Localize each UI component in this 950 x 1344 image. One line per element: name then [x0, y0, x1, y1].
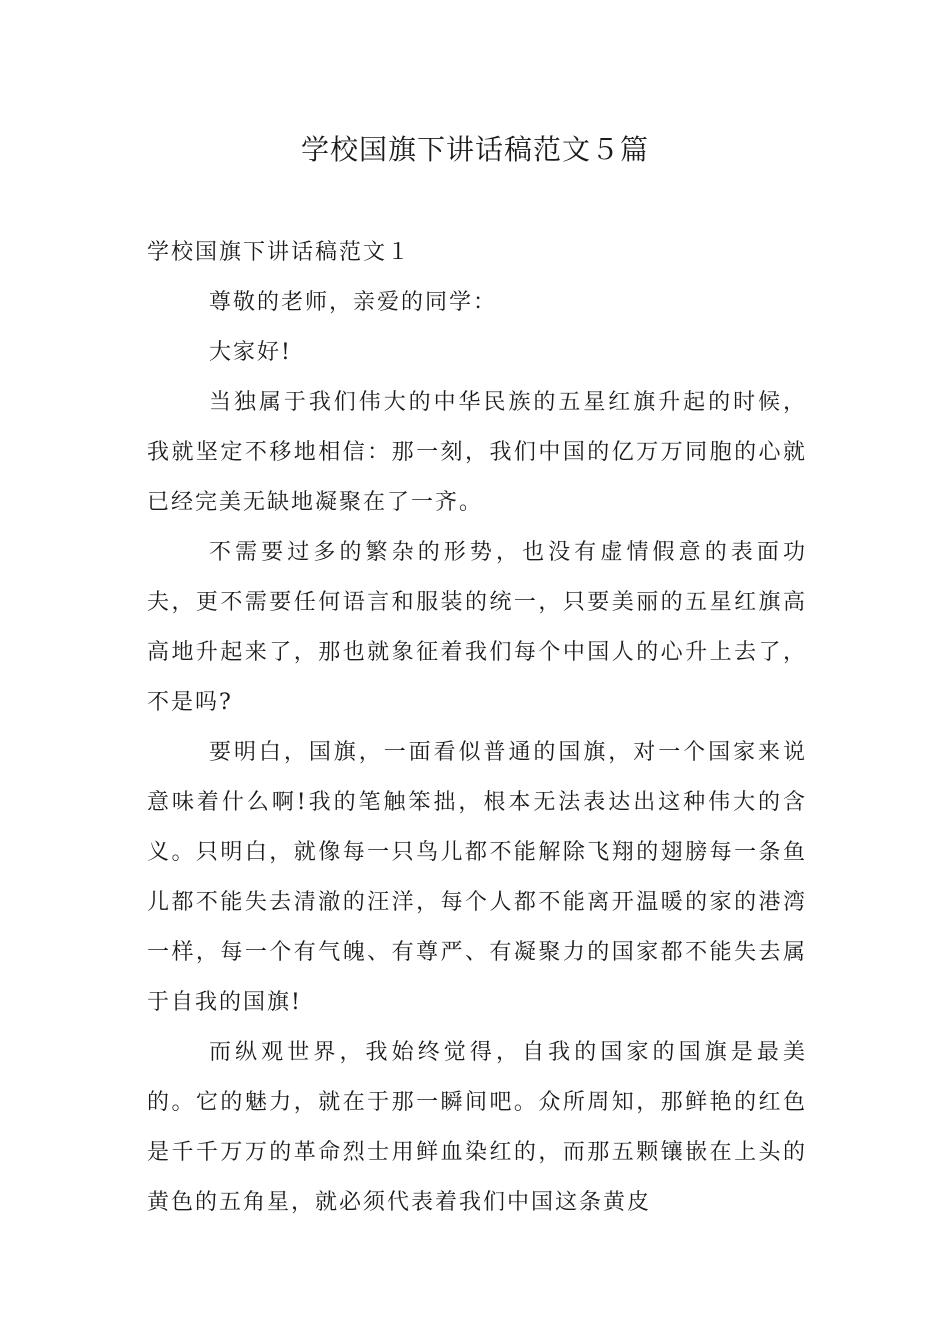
paragraph-body: 当独属于我们伟大的中华民族的五星红旗升起的时候，我就坚定不移地相信：那一刻，我们中国的亿万万同胞的心就已经完美无缺地凝聚在了一齐。	[147, 390, 807, 515]
document-title: 学校国旗下讲话稿范文５篇	[300, 133, 649, 166]
paragraph-body: 不需要过多的繁杂的形势，也没有虚情假意的表面功夫，更不需要任何语言和服装的统一，只要美丽的五星红旗高高地升起来了，那也就象征着我们每个中国人的心升上去了，不是吗?	[147, 540, 807, 715]
paragraph-body: 而纵观世界，我始终觉得，自我的国家的国旗是最美的。它的魅力，就在于那一瞬间吧。众所周知，那鲜艳的红色是千千万万的革命烈士用鲜血染红的，而那五颗镶嵌在上头的黄色的五角星，就必须代表着我们中国这条黄皮	[147, 1040, 807, 1215]
document-body	[147, 228, 807, 1228]
section-heading: 学校国旗下讲话稿范文１	[147, 240, 412, 265]
paragraph-salutation: 尊敬的老师，亲爱的同学：	[209, 290, 498, 315]
paragraph-greeting: 大家好!	[209, 340, 292, 365]
paragraph-body: 要明白，国旗，一面看似普通的国旗，对一个国家来说意味着什么啊!我的笔触笨拙，根本无法表达出这种伟大的含义。只明白，就像每一只鸟儿都不能解除飞翔的翅膀每一条鱼儿都不能失去清澈的汪洋，每个人都不能离开温暖的家的港湾一样，每一个有气魄、有尊严、有凝聚力的国家都不能失去属于自我的国旗!	[147, 740, 807, 1015]
